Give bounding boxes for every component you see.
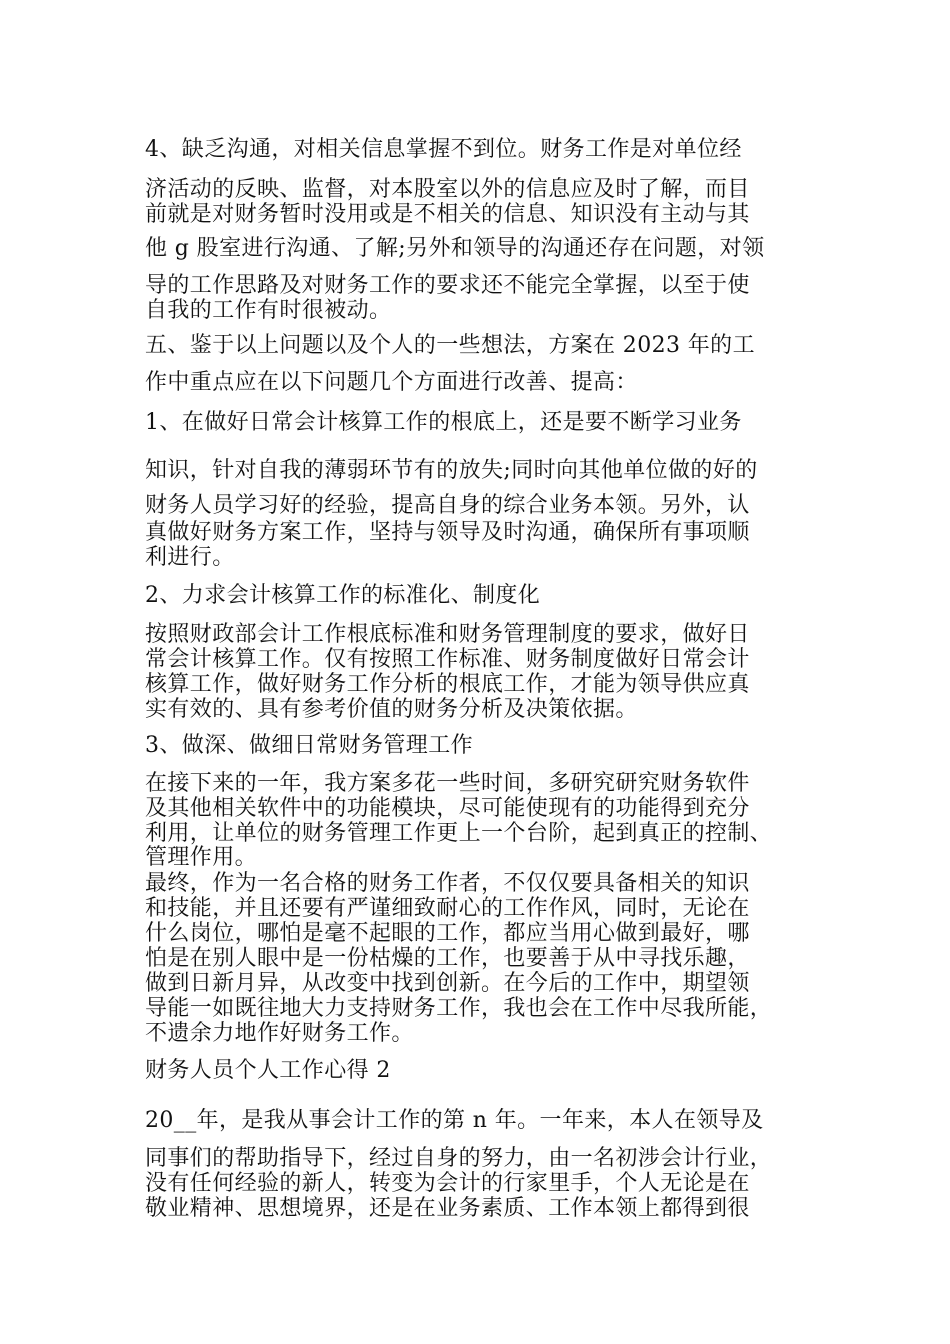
text-line: 不遗余力地作好财务工作。	[145, 1021, 414, 1046]
text-line: 20__年，是我从事会计工作的第 n 年。一年来，本人在领导及	[145, 1108, 764, 1133]
list-item-heading: 1、在做好日常会计核算工作的根底上，还是要不断学习业务	[145, 410, 742, 435]
text-line: 作中重点应在以下问题几个方面进行改善、提高：	[145, 370, 638, 395]
text-line: 4、缺乏沟通，对相关信息掌握不到位。财务工作是对单位经	[145, 137, 742, 162]
text-line: 财务人员学习好的经验，提高自身的综合业务本领。另外，认	[145, 493, 750, 518]
text-line: 常会计核算工作。仅有按照工作标准、财务制度做好日常会计	[145, 647, 750, 672]
text-line: 自我的工作有时很被动。	[145, 298, 392, 323]
text-line: 同事们的帮助指导下，经过自身的努力，由一名初涉会计行业，	[145, 1146, 773, 1171]
list-item-heading: 3、做深、做细日常财务管理工作	[145, 733, 473, 758]
list-item-heading: 2、力求会计核算工作的标准化、制度化	[145, 583, 541, 608]
text-line: 核算工作，做好财务工作分析的根底工作，才能为领导供应真	[145, 672, 750, 697]
text-line: 按照财政部会计工作根底标准和财务管理制度的要求，做好日	[145, 622, 750, 647]
text-line: 怕是在别人眼中是一份枯燥的工作，也要善于从中寻找乐趣，	[145, 946, 750, 971]
text-line: 及其他相关软件中的功能模块，尽可能使现有的功能得到充分	[145, 796, 750, 821]
section-title: 财务人员个人工作心得 2	[145, 1058, 391, 1083]
text-line: 最终，作为一名合格的财务工作者，不仅仅要具备相关的知识	[145, 871, 750, 896]
text-line: 实有效的、具有参考价值的财务分析及决策依据。	[145, 697, 638, 722]
text-line: 敬业精神、思想境界，还是在业务素质、工作本领上都得到很	[145, 1196, 750, 1221]
text-line: 他 g 股室进行沟通、了解;另外和领导的沟通还存在问题，对领	[145, 236, 765, 261]
text-line: 和技能，并且还要有严谨细致耐心的工作作风，同时，无论在	[145, 896, 750, 921]
text-line: 没有任何经验的新人，转变为会计的行家里手，个人无论是在	[145, 1171, 750, 1196]
text-line: 前就是对财务暂时没用或是不相关的信息、知识没有主动与其	[145, 202, 750, 227]
text-line: 知识，针对自我的薄弱环节有的放失;同时向其他单位做的好的	[145, 458, 758, 483]
text-line: 真做好财务方案工作，坚持与领导及时沟通，确保所有事项顺	[145, 520, 750, 545]
text-line: 导能一如既往地大力支持财务工作，我也会在工作中尽我所能，	[145, 996, 773, 1021]
text-line: 什么岗位，哪怕是毫不起眼的工作，都应当用心做到最好，哪	[145, 921, 750, 946]
text-line: 利用，让单位的财务管理工作更上一个台阶，起到真正的控制、	[145, 821, 773, 846]
text-line: 导的工作思路及对财务工作的要求还不能完全掌握，以至于使	[145, 273, 750, 298]
text-line: 做到日新月异，从改变中找到创新。在今后的工作中，期望领	[145, 971, 750, 996]
text-line: 济活动的反映、监督，对本股室以外的信息应及时了解，而目	[145, 177, 750, 202]
text-line: 利进行。	[145, 545, 235, 570]
section-heading: 五、鉴于以上问题以及个人的一些想法，方案在 2023 年的工	[145, 333, 755, 358]
text-line: 在接下来的一年，我方案多花一些时间，多研究研究财务软件	[145, 771, 750, 796]
text-line: 管理作用。	[145, 845, 258, 870]
